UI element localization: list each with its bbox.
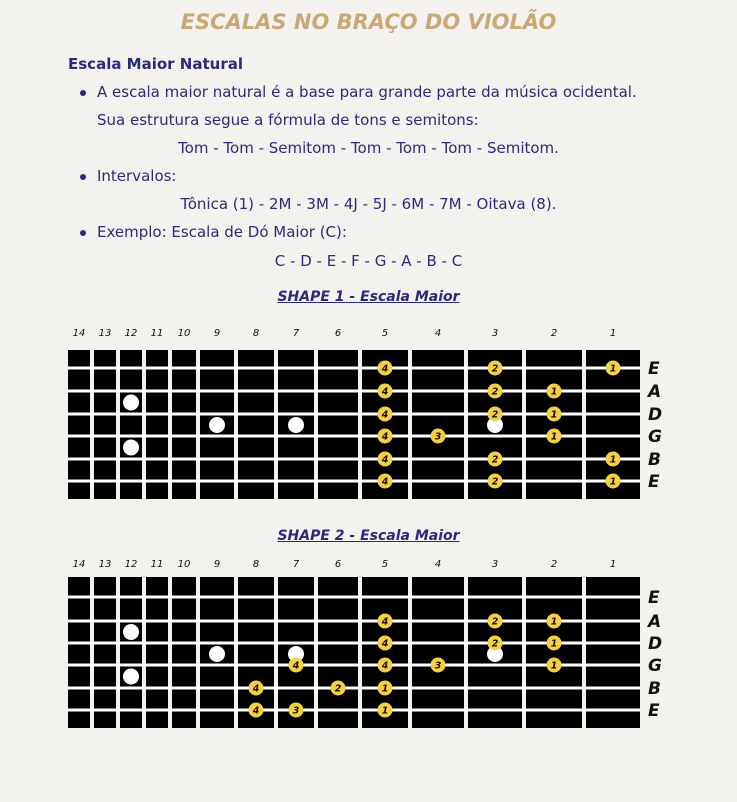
fret-number-label: 5 <box>381 559 389 570</box>
fret-inlay-marker <box>123 440 139 456</box>
fret-number-label: 13 <box>98 559 112 570</box>
fret-number-label: 1 <box>609 559 617 570</box>
fret-number-label: 1 <box>609 328 617 339</box>
fret-cell <box>94 577 116 728</box>
bullet2-formula: Tônica (1) - 2M - 3M - 4J - 5J - 6M - 7M - Oitava (8). <box>180 195 557 213</box>
bullet3-notes: C - D - E - F - G - A - B - C <box>274 252 463 270</box>
fret-cell <box>412 350 464 499</box>
bullet1-formula: Tom - Tom - Semitom - Tom - Tom - Tom - Semitom. <box>178 139 559 157</box>
fret-inlay-marker <box>123 669 139 685</box>
guitar-string <box>68 367 640 370</box>
fret-number-label: 2 <box>550 559 558 570</box>
fret-cell <box>238 350 274 499</box>
fret-number-label: 7 <box>292 328 300 339</box>
fret-number-label: 5 <box>381 328 389 339</box>
fretboard-shape-1 <box>0 320 737 500</box>
fret-inlay-marker <box>209 646 225 662</box>
finger-number-label: 4 <box>381 363 389 375</box>
guitar-string <box>68 596 640 599</box>
fret-number-label: 9 <box>213 328 221 339</box>
fret-cell <box>94 350 116 499</box>
finger-number-label: 3 <box>434 431 442 443</box>
string-name-label: E <box>648 472 660 492</box>
fret-number-label: 8 <box>252 328 260 339</box>
finger-number-label: 1 <box>550 409 558 421</box>
fret-number-label: 12 <box>124 559 138 570</box>
finger-number-label: 4 <box>381 409 389 421</box>
fret-number-label: 10 <box>177 559 191 570</box>
fret-cell <box>318 577 358 728</box>
finger-number-label: 1 <box>550 616 558 628</box>
guitar-string <box>68 458 640 461</box>
finger-number-label: 4 <box>381 454 389 466</box>
fret-cell <box>172 577 196 728</box>
fret-cell <box>412 577 464 728</box>
finger-number-label: 4 <box>292 660 300 672</box>
string-name-label: E <box>648 588 660 608</box>
finger-number-label: 1 <box>381 683 389 695</box>
fret-number-label: 9 <box>213 559 221 570</box>
string-name-label: A <box>648 382 662 402</box>
fret-inlay-marker <box>123 395 139 411</box>
shape2-title: SHAPE 2 - Escala Maior <box>277 528 460 544</box>
fretboard-shape-2 <box>0 552 737 732</box>
fret-cell <box>586 577 640 728</box>
guitar-string <box>68 687 640 690</box>
fret-number-label: 11 <box>150 328 164 339</box>
fret-number-label: 7 <box>292 559 300 570</box>
finger-number-label: 3 <box>292 705 300 717</box>
fret-number-label: 4 <box>434 559 442 570</box>
finger-number-label: 2 <box>491 476 499 488</box>
fret-number-label: 10 <box>177 328 191 339</box>
finger-number-label: 1 <box>550 660 558 672</box>
string-name-label: E <box>648 359 660 379</box>
fret-inlay-marker <box>123 624 139 640</box>
fret-inlay-marker <box>288 417 304 433</box>
bullet-dot <box>80 90 86 96</box>
fret-number-label: 6 <box>334 328 342 339</box>
finger-number-label: 2 <box>491 638 499 650</box>
string-name-label: G <box>648 427 662 447</box>
string-name-label: E <box>648 701 660 721</box>
finger-number-label: 4 <box>381 638 389 650</box>
fret-inlay-marker <box>209 417 225 433</box>
bullet-dot <box>80 174 86 180</box>
fret-number-label: 3 <box>491 328 499 339</box>
finger-number-label: 1 <box>550 431 558 443</box>
fret-cell <box>318 350 358 499</box>
fret-number-label: 14 <box>72 328 86 339</box>
finger-number-label: 3 <box>434 660 442 672</box>
fret-number-label: 4 <box>434 328 442 339</box>
fret-number-label: 11 <box>150 559 164 570</box>
finger-number-label: 4 <box>252 705 260 717</box>
fret-cell <box>526 577 582 728</box>
guitar-string <box>68 480 640 483</box>
page-title: ESCALAS NO BRAÇO DO VIOLÃO <box>180 10 557 34</box>
fret-cell <box>68 577 90 728</box>
bullet-dot <box>80 230 86 236</box>
finger-number-label: 2 <box>491 386 499 398</box>
finger-number-label: 1 <box>550 386 558 398</box>
string-name-label: A <box>648 612 662 632</box>
fret-number-label: 3 <box>491 559 499 570</box>
string-name-label: D <box>648 634 663 654</box>
finger-number-label: 4 <box>381 476 389 488</box>
section-title: Escala Maior Natural <box>68 55 243 73</box>
fret-number-label: 12 <box>124 328 138 339</box>
string-name-label: D <box>648 405 663 425</box>
fret-cell <box>526 350 582 499</box>
fret-number-label: 14 <box>72 559 86 570</box>
finger-number-label: 4 <box>381 431 389 443</box>
finger-number-label: 1 <box>550 638 558 650</box>
shape1-title: SHAPE 1 - Escala Maior <box>277 289 460 305</box>
finger-number-label: 2 <box>334 683 342 695</box>
finger-number-label: 1 <box>609 454 617 466</box>
finger-number-label: 1 <box>609 476 617 488</box>
bullet2-label: Intervalos: <box>97 167 177 185</box>
fret-number-label: 8 <box>252 559 260 570</box>
bullet1-line1: A escala maior natural é a base para grande parte da música ocidental. <box>97 83 637 101</box>
fret-cell <box>120 350 142 499</box>
finger-number-label: 2 <box>491 409 499 421</box>
fret-cell <box>120 577 142 728</box>
fret-number-label: 6 <box>334 559 342 570</box>
finger-number-label: 2 <box>491 616 499 628</box>
fret-number-label: 2 <box>550 328 558 339</box>
guitar-string <box>68 709 640 712</box>
bullet1-line2: Sua estrutura segue a fórmula de tons e semitons: <box>97 111 479 129</box>
finger-number-label: 2 <box>491 363 499 375</box>
fret-cell <box>146 350 168 499</box>
bullet3-label: Exemplo: Escala de Dó Maior (C): <box>97 223 347 241</box>
finger-number-label: 1 <box>381 705 389 717</box>
finger-number-label: 2 <box>491 454 499 466</box>
fret-cell <box>68 350 90 499</box>
finger-number-label: 4 <box>381 616 389 628</box>
string-name-label: B <box>648 679 661 699</box>
finger-number-label: 4 <box>252 683 260 695</box>
fret-number-label: 13 <box>98 328 112 339</box>
string-name-label: G <box>648 656 662 676</box>
finger-number-label: 1 <box>609 363 617 375</box>
fret-cell <box>172 350 196 499</box>
finger-number-label: 4 <box>381 386 389 398</box>
string-name-label: B <box>648 450 661 470</box>
finger-number-label: 4 <box>381 660 389 672</box>
fret-cell <box>146 577 168 728</box>
